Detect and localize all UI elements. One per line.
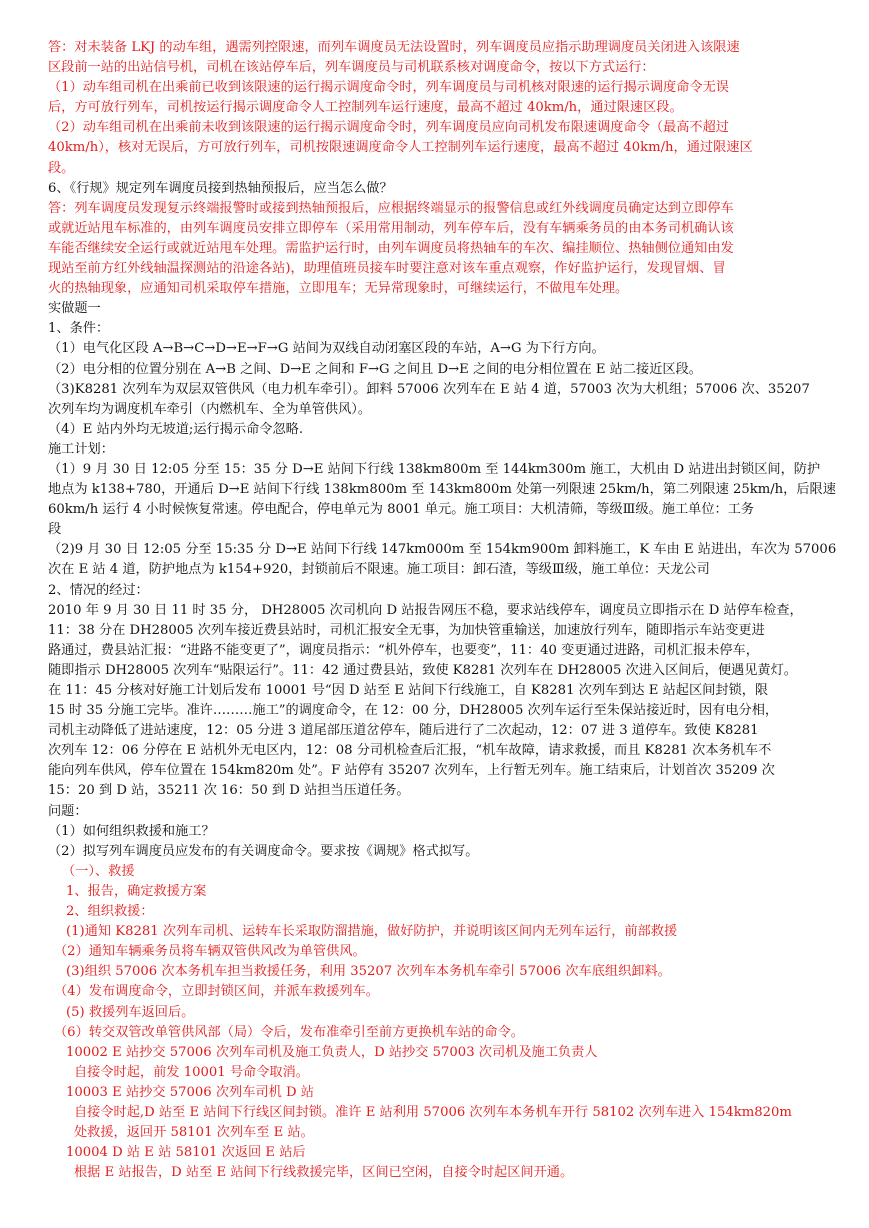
text-line: 处救援，返回开 58101 次列车至 E 站。 <box>74 1125 314 1141</box>
text-line: 自接令时起，前发 10001 号命令取消。 <box>74 1064 309 1080</box>
text-line: 1、条件： <box>48 321 110 337</box>
text-line: (1)通知 K8281 次列车司机、运转车长采取防溜措施，做好防护，并说明该区间内无列车运行，前部救援 <box>66 924 678 940</box>
text-line: 6、《行规》规定列车调度员接到热轴预报后，应当怎么做？ <box>48 180 393 196</box>
text-line: 或就近站甩车标准的，由列车调度员安排立即停车（采用常用制动，列车停车后，没有车辆乘务员的由本务司机确认该 <box>48 220 734 236</box>
text-line: 根据 E 站报告，D 站至 E 站间下行线救援完毕，区间已空闲，自接令时起区间开通。 <box>74 1165 574 1181</box>
text-line: 火的热轴现象，应通知司机采取停车措施，立即甩车；无异常现象时，可继续运行，不做甩车处理。 <box>48 281 629 297</box>
text-line: （1）如何组织救援和施工？ <box>48 823 215 839</box>
text-line: 次列车均为调度机车牵引（内燃机车、全为单管供风）。 <box>48 401 372 417</box>
text-line: （2）动车组司机在出乘前未收到该限速的运行揭示调度命令时，列车调度员应向司机发布限速调度命令（最高不超过 <box>48 120 729 136</box>
text-line: 自接令时起,D 站至 E 站间下行线区间封锁。准许 E 站利用 57006 次列车本务机车开行 58102 次列车进入 154km820m <box>74 1104 792 1120</box>
text-line: 车能否继续安全运行或就近站甩车处理。需监护运行时，由列车调度员将热轴车的车次、编挂顺位、热轴侧位通知由发 <box>48 240 734 256</box>
text-line: （1）动车组司机在出乘前已收到该限速的运行揭示调度命令时，列车调度员与司机核对限速的运行揭示调度命令无误 <box>48 80 729 96</box>
text-line: 问题： <box>48 803 88 819</box>
text-line: 15：20 到 D 站，35211 次 16：50 到 D 站担当压道任务。 <box>48 783 410 799</box>
text-line: （4）发布调度命令，立即封锁区间，并派车救援列车。 <box>54 984 379 1000</box>
text-line: 现站至前方红外线轴温探测站的沿途各站)，助理值班员接车时要注意对该车重点观察，作好监护运行，发现冒烟、冒 <box>48 261 726 277</box>
text-line: (3)组织 57006 次本务机车担当救援任务，利用 35207 次列车本务机车牵引 57006 次车底组织卸料。 <box>66 964 671 980</box>
text-line: 10004 D 站 E 站 58101 次返回 E 站后 <box>66 1145 306 1161</box>
text-line: 10002 E 站抄交 57006 次列车司机及施工负责人，D 站抄交 57003 次司机及施工负责人 <box>66 1044 598 1060</box>
text-line: 60km/h 运行 4 小时候恢复常速。停电配合，停电单元为 8001 单元。施工项目：大机清筛，等级Ⅲ级。施工单位：工务 <box>48 502 755 518</box>
text-line: 段 <box>48 522 62 538</box>
text-line: 10003 E 站抄交 57006 次列车司机 D 站 <box>66 1084 314 1100</box>
text-line: （6）转交双管改单管供风部（局）令后，发布准牵引至前方更换机车站的命令。 <box>54 1024 524 1040</box>
text-line: 答：对未装备 LKJ 的动车组，遇需列控限速，而列车调度员无法设置时，列车调度员应指示助理调度员关闭进入该限速 <box>48 40 740 55</box>
text-line: （1）9 月 30 日 12:05 分至 15：35 分 D→E 站间下行线 138km800m 至 144km300m 施工，大机由 D 站进出封锁区间，防护 <box>48 461 821 477</box>
text-line: 地点为 k138+780，开通后 D→E 站间下行线 138km800m 至 143km800m 处第一列限速 25km/h，第二列限速 25km/h，后限速 <box>48 482 836 498</box>
text-line: (5) 救援列车返回后。 <box>66 1004 195 1020</box>
text-line: 在 11：45 分核对好施工计划后发布 10001 号“因 D 站至 E 站间下行线施工，自 K8281 次列车到达 E 站起区间封锁，限 <box>48 683 769 698</box>
text-line: （2）通知车辆乘务员将车辆双管供风改为单管供风。 <box>54 944 366 960</box>
text-line: 施工计划： <box>48 441 114 457</box>
text-line: 次在 E 站 4 道，防护地点为 k154+920，封锁前后不限速。施工项目：卸石渣，等级Ⅲ级，施工单位：天龙公司 <box>48 562 710 578</box>
text-line: （2）电分相的位置分别在 A→B 之间、D→E 之间和 F→G 之间且 D→E 之间的电分相位置在 E 站二接近区段。 <box>48 361 702 377</box>
text-line: 1、报告，确定救援方案 <box>66 883 207 899</box>
text-line: 随即指示 DH28005 次列车“贴限运行”。11：42 通过费县站，致使 K8281 次列车在 DH28005 次进入区间后，便遇见黄灯。 <box>48 662 797 678</box>
text-line: 后，方可放行列车，司机按运行揭示调度命令人工控制列车运行速度，最高不超过 40km/h，通过限速区段。 <box>48 100 683 116</box>
text-line: 2、情况的经过： <box>48 582 149 598</box>
text-line: 段。 <box>48 160 75 176</box>
text-line: 2010 年 9 月 30 日 11 时 35 分， DH28005 次司机向 D 站报告网压不稳，要求站线停车，调度员立即指示在 D 站停车检查， <box>48 602 803 618</box>
text-line: 能向列车供风，停车位置在 154km820m 处”。F 站停有 35207 次列车，上行暂无列车。施工结束后，计划首次 35209 次 <box>48 763 775 779</box>
text-line: （1）电气化区段 A→B→C→D→E→F→G 站间为双线自动闭塞区段的车站，A→G 为下行方向。 <box>48 341 605 357</box>
text-line: （3)K8281 次列车为双层双管供风（电力机车牵引）。卸料 57006 次列车在 E 站 4 道，57003 次为大机组；57006 次、35207 <box>48 381 810 397</box>
text-line: （一）、救援 <box>62 863 135 879</box>
text-line: 40km/h），核对无误后，方可放行列车，司机按限速调度命令人工控制列车运行速度，最高不超过 40km/h，通过限速区 <box>48 140 753 156</box>
text-line: 路通过，费县站汇报：“进路不能变更了”，调度员指示：“机外停车，也要变”，11：40 变更通过进路，司机汇报未停车， <box>48 642 759 658</box>
text-line: （4）E 站内外均无坡道;运行揭示命令忽略. <box>48 421 304 437</box>
text-line: （2)9 月 30 日 12:05 分至 15:35 分 D→E 站间下行线 147km000m 至 154km900m 卸料施工，K 车由 E 站进出，车次为 57006 <box>48 542 837 558</box>
text-line: 2、组织救援： <box>66 904 154 920</box>
text-line: （2）拟写列车调度员应发布的有关调度命令。要求按《调规》格式拟写。 <box>48 843 479 859</box>
text-line: 11：38 分在 DH28005 次列车接近费县站时，司机汇报安全无事，为加快管重输送，加速放行列车，随即指示车站变更进 <box>48 622 765 638</box>
text-line: 司机主动降低了进站速度，12：05 分进 3 道尾部压道岔停车，随后进行了二次起动，12：07 进 3 道停车。致使 K8281 <box>48 723 759 739</box>
text-line: 次列车 12：06 分停在 E 站机外无电区内，12：08 分司机检查后汇报，“机车故障，请求救援，而且 K8281 次本务机车不 <box>48 743 772 759</box>
text-line: 答：列车调度员发现复示终端报警时或接到热轴预报后，应根据终端显示的报警信息或红外线调度员确定达到立即停车 <box>48 200 734 216</box>
text-line: 15 时 35 分施工完毕。准许………施工”的调度命令，在 12：00 分，DH28005 次列车运行至朱保站接近时，因有电分相， <box>48 703 779 719</box>
text-line: 区段前一站的出站信号机，司机在该站停车后，列车调度员与司机联系核对调度命令，按以下方式运行： <box>48 60 655 76</box>
text-line: 实做题一 <box>48 301 101 317</box>
